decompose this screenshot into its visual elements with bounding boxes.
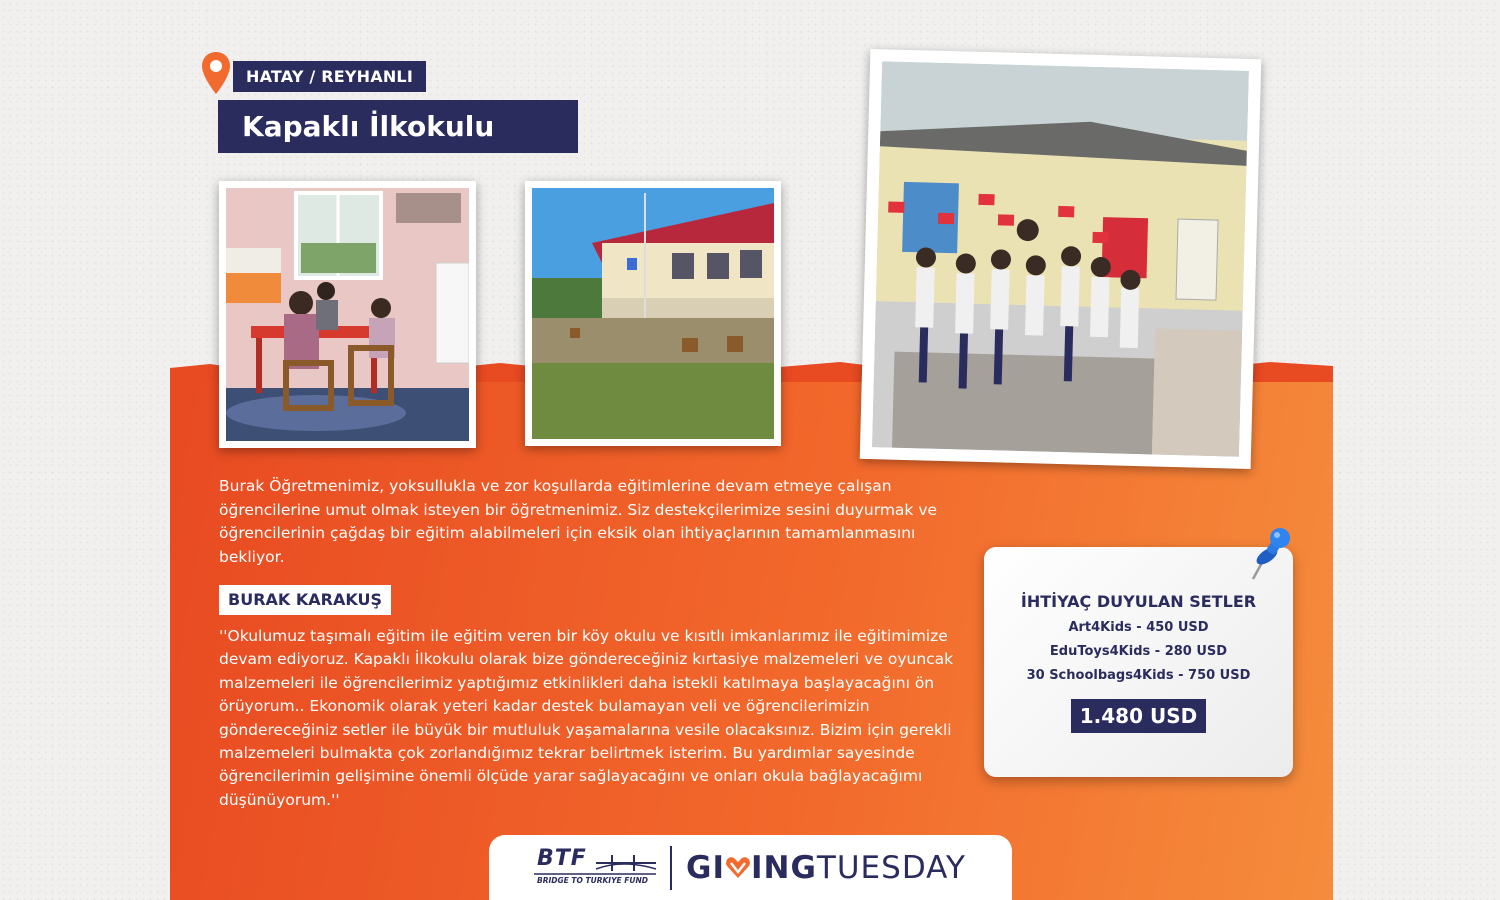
needed-set-item: EduToys4Kids - 280 USD [1049,644,1228,659]
needed-sets-title: İHTİYAÇ DUYULAN SETLER [1020,592,1257,611]
total-amount-badge: 1.480 USD [1071,699,1206,733]
logo-divider [670,846,672,890]
gt-giving-text: GI [686,850,725,886]
school-building-photo [525,181,781,446]
school-name-title: Kapaklı İlkokulu [218,100,578,153]
location-label: HATAY / REYHANLI [233,61,426,92]
needed-set-item: Art4Kids - 450 USD [1068,620,1209,635]
btf-logo: BTF [537,846,587,871]
pushpin-icon [1247,527,1293,583]
students-group-photo [860,49,1262,469]
teacher-quote: ''Okulumuz taşımalı eğitim ile eğitim veren bir köy okulu ve kısıtlı imkanlarımız ile eğitimimize devam ediyoruz. Kapaklı İlkokulu olarak bize göndereceğiniz kırtasiye malzemeleri ve oyuncak malzemeleri ile öğrencilerimiz yaptığımız etkinlikleri daha istekli katılmaya başlayacağını ön örüyorum.. Ekonomik olarak yeteri kadar destek bulamayan veli ve öğrencilerimizin göndereceğiniz setler ile büyük bir mutluluk yaşamalarına vesile olacaksınız. Bizim için gerekli malzemeleri bulmakta çok zorlandığımız tekrar belirtmek isterim. Bu yardımlar sayesinde öğrencilerimin gelişimine önemli ölçüde yarar sağlayacağını ve onları okula bağlayacağımı düşünüyorum.'' [219,627,954,809]
gt-ing-text: ING [750,850,817,886]
location-pin-icon [200,50,232,96]
giving-tuesday-logo [686,849,966,887]
intro-paragraph: Burak Öğretmenimiz, yoksullukla ve zor koşullarda eğitimlerine devam etmeye çalışan öğrencilerine umut olmak isteyen bir öğretmenimiz. Siz destekçilerimize sesini duyurmak ve öğrencilerinin çağdaş bir eğitim alabilmeleri için eksik olan ihtiyaçlarının tamamlanmasını bekliyor. [219,477,938,566]
needed-set-item: 30 Schoolbags4Kids - 750 USD [1026,668,1251,683]
teacher-name-label: BURAK KARAKUŞ [219,585,391,615]
classroom-photo [219,181,476,448]
heart-icon [725,855,751,881]
gt-tuesday-text: TUESDAY [816,850,966,886]
btf-subtitle: BRIDGE TO TURKIYE FUND [537,876,648,885]
